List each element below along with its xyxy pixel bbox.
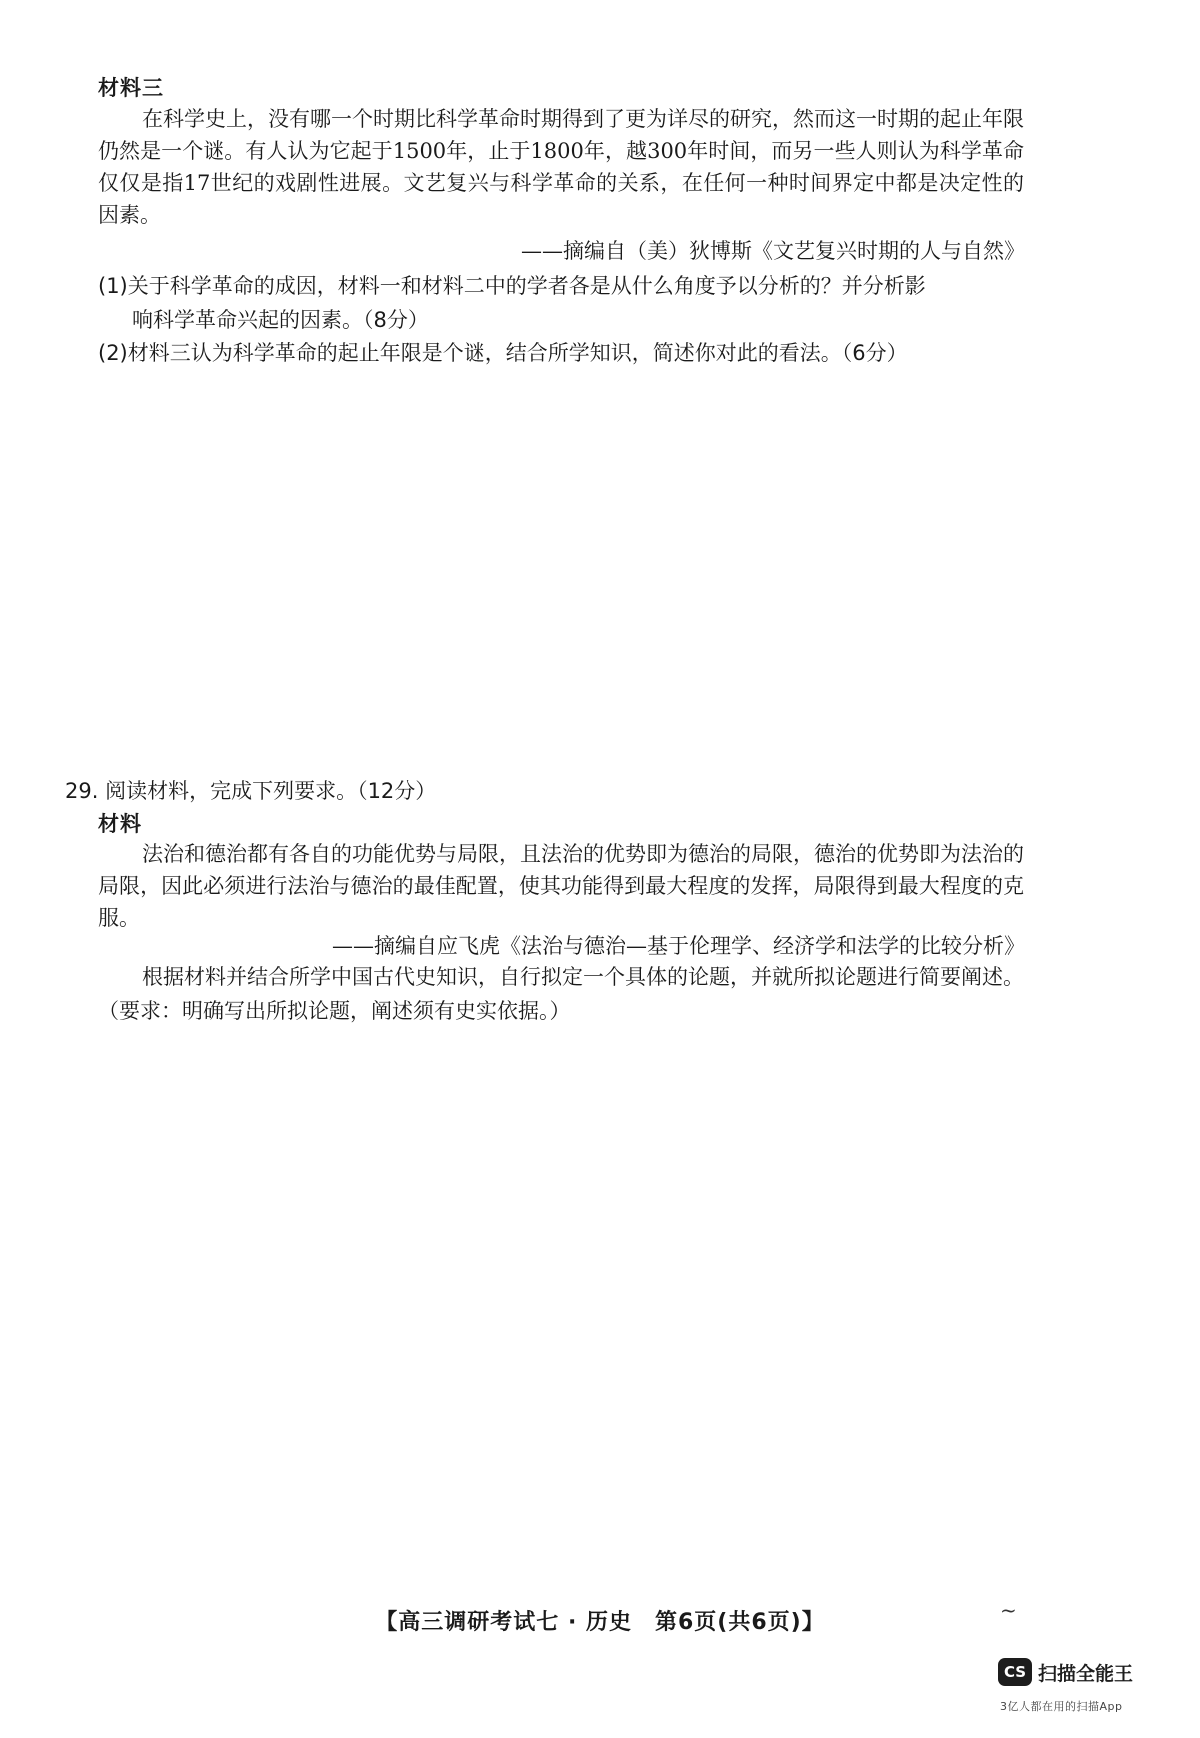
scan-artifact-mark: ~	[1000, 1598, 1017, 1622]
q28-subquestion-2: (2)材料三认为科学革命的起止年限是个谜，结合所学知识，简述你对此的看法。（6分）	[98, 341, 908, 365]
q28-subquestion-1	[98, 269, 1024, 337]
q29-material-text: 法治和德治都有各自的功能优势与局限，且法治的优势即为德治的局限，德治的优势即为法治的局限，因此必须进行法治与德治的最佳配置，使其功能得到最大程度的发挥，局限得到最大程度的克服。	[98, 842, 1024, 930]
q29-material-heading: 材料	[98, 812, 142, 836]
q28-sub1-line2: 响科学革命兴起的因素。（8分）	[132, 308, 429, 332]
material3-text: 在科学史上，没有哪一个时期比科学革命时期得到了更为详尽的研究，然而这一时期的起止年限仍然是一个谜。有人认为它起于1500年，止于1800年，越300年时间，而另一些人则认为科学革命仅仅是指17世纪的戏剧性进展。文艺复兴与科学革命的关系，在任何一种时间界定中都是决定性的因素。	[98, 107, 1024, 227]
q29-title: 29. 阅读材料，完成下列要求。（12分）	[65, 779, 437, 803]
cs-logo-icon: CS	[998, 1658, 1032, 1686]
q29-task: 根据材料并结合所学中国古代史知识，自行拟定一个具体的论题，并就所拟论题进行简要阐述。（要求：明确写出所拟论题，阐述须有史实依据。）	[98, 965, 1024, 1023]
scanner-app-name: 扫描全能王	[1038, 1663, 1134, 1685]
scanner-watermark	[998, 1658, 1148, 1728]
page-footer: 【高三调研考试七 · 历史 第6页(共6页)】	[375, 1610, 825, 1635]
scanner-tagline: 3亿人都在用的扫描App	[1000, 1700, 1123, 1713]
q28-sub1-line1: (1)关于科学革命的成因，材料一和材料二中的学者各是从什么角度予以分析的？并分析影	[98, 274, 926, 298]
material3-source: ——摘编自（美）狄博斯《文艺复兴时期的人与自然》	[521, 239, 1025, 263]
q29-material-source: ——摘编自应飞虎《法治与德治—基于伦理学、经济学和法学的比较分析》	[332, 934, 1025, 958]
material3-heading: 材料三	[98, 76, 164, 100]
